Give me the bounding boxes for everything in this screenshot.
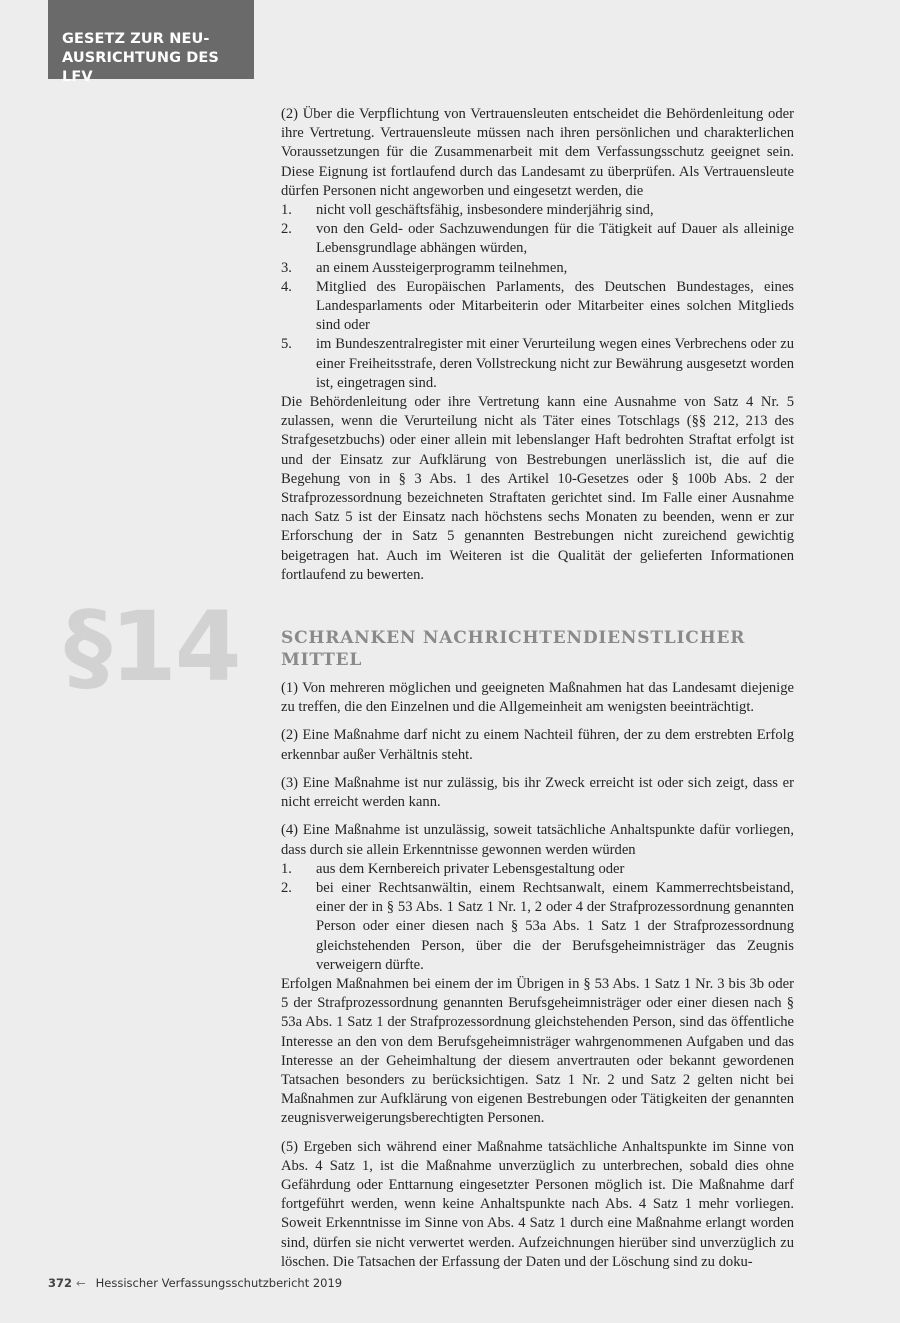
paragraph-1: (1) Von mehreren möglichen und geeigneten Maßnahmen hat das Landesamt diejenige zu treffen, die den Einzelnen und die Allgemeinheit am wenigsten beeinträchtigt.: [281, 680, 794, 716]
exclusion-list: [281, 201, 794, 393]
chapter-header-line-1: GESETZ ZUR NEU-: [62, 31, 210, 47]
chapter-header: [48, 0, 254, 85]
paragraph-5: (5) Ergeben sich während einer Maßnahme tatsächliche Anhaltspunkte im Sinne von Abs. 4 Satz 1, ist die Maßnahme unverzüglich zu unterbrechen, sobald dies ohne Gefährdung oder Enttarnung eingesetzter Personen möglich ist. Die Maßnahme darf fortgeführt werden, wenn keine Anhaltspunkte nach Abs. 4 Satz 1 mehr vorliegen. Soweit Erkenntnisse im Sinne von Abs. 4 Satz 1 durch eine Maßnahme erlangt worden sind, dürfen sie nicht verwertet werden. Aufzeichnungen hierüber sind unverzüglich zu löschen. Die Tatsachen der Erfassung der Daten und der Löschung sind zu doku-: [281, 1138, 794, 1270]
paragraph-2-continuation: Die Behördenleitung oder ihre Vertretung kann eine Ausnahme von Satz 4 Nr. 5 zulassen, wenn die Verurteilung nicht als Täter eines Totschlags (§§ 212, 213 des Strafgesetzbuchs) oder einer allein mit lebenslanger Haft bedrohten Straftat erfolgt ist und der Einsatz zur Aufklärung von Bestrebungen unerlässlich ist, die auf die Begehung von in § 3 Abs. 1 des Artikel 10-Gesetzes oder § 100b Abs. 2 der Strafprozessordnung bezeichneten Straftaten gerichtet sind. Im Falle einer Ausnahme nach Satz 5 ist der Einsatz nach höchstens sechs Monaten zu beenden, wenn er zur Erforschung der in Satz 5 genannten Bestrebungen nicht zureichend gewichtig beigetragen hat. Auch im Weiteren ist die Qualität der gelieferten Informationen fortlaufend zu bewerten.: [281, 394, 794, 583]
paragraph-2: (2) Eine Maßnahme darf nicht zu einem Nachteil führen, der zu dem erstrebten Erfolg erkennbar außer Verhältnis steht.: [281, 727, 794, 763]
paragraph-4-continuation: Erfolgen Maßnahmen bei einem der im Übrigen in § 53 Abs. 1 Satz 1 Nr. 3 bis 3b oder 5 der Strafprozessordnung genannten Berufsgeheimnisträger oder einer diesen nach § 53a Abs. 1 Satz 1 der Strafprozessordnung gleichstehenden Person, sind das öffentliche Interesse an den von dem Berufsgeheimnisträger wahrgenommenen Aufgaben und das Interesse an der Geheimhaltung der diesem anvertrauten oder bekannt gewordenen Tatsachen besonders zu berücksichtigen. Satz 1 Nr. 2 und Satz 2 gelten nicht bei Maßnahmen zur Aufklärung von eigenen Bestrebungen oder Tätigkeiten der genannten zeugnisverweigerungsberechtigten Personen.: [281, 975, 794, 1127]
main-content: [281, 105, 794, 1272]
list-item: 5. im Bundeszentralregister mit einer Verurteilung wegen eines Verbrechens oder zu einer Freiheitsstrafe, deren Vollstreckung nicht zur Bewährung ausgesetzt worden ist, eingetragen sind.: [281, 336, 794, 391]
paragraph-4: (4) Eine Maßnahme ist unzulässig, soweit tatsächliche Anhaltspunkte dafür vorliegen, dass durch sie allein Erkenntnisse gewonnen werden würden: [281, 822, 794, 858]
list-item: 4. Mitglied des Europäischen Parlaments, des Deutschen Bundestages, eines Landesparlaments oder Mitarbeiterin oder Mitarbeiter eines solchen Mitglieds sind oder: [281, 278, 794, 334]
section-number: §14: [64, 591, 240, 703]
chapter-header-line-2: AUSRICHTUNG DES LFV: [62, 50, 219, 85]
arrow-left-icon: ←: [76, 1276, 86, 1290]
page-number: 372: [48, 1276, 73, 1290]
section-heading: SCHRANKEN NACHRICHTENDIENSTLICHER MITTEL: [281, 628, 746, 671]
list-item: 1. aus dem Kernbereich privater Lebensgestaltung oder: [281, 860, 625, 877]
paragraph-3: (3) Eine Maßnahme ist nur zulässig, bis ihr Zweck erreicht ist oder sich zeigt, dass er nicht erreicht werden kann.: [281, 774, 794, 811]
list-item: 2. bei einer Rechtsanwältin, einem Rechtsanwalt, einem Kammerrechtsbeistand, einer der in § 53 Abs. 1 Satz 1 Nr. 1, 2 oder 4 der Strafprozessordnung genannten Person oder einer diesen nach § 53a Abs. 1 Satz 1 der Strafprozessordnung gleichstehenden Person, über die der Berufsgeheimnisträger das Zeugnis verweigern dürfte.: [281, 879, 794, 973]
list-item: 2. von den Geld- oder Sachzuwendungen für die Tätigkeit auf Dauer als alleinige Lebensgrundlage abhängen würden,: [281, 221, 794, 257]
page-footer: [48, 1276, 342, 1290]
list-item: 1. nicht voll geschäftsfähig, insbesondere minderjährig sind,: [281, 202, 654, 219]
restriction-list: [281, 860, 794, 975]
publication-title: Hessischer Verfassungsschutzbericht 2019: [95, 1276, 343, 1290]
list-item: 3. an einem Aussteigerprogramm teilnehmen,: [281, 259, 568, 276]
paragraph-2-intro: (2) Über die Verpflichtung von Vertrauensleuten entscheidet die Behördenleitung oder ihre Vertretung. Vertrauensleute müssen nach ihren persönlichen und charakterlichen Voraussetzungen für die Zusammenarbeit mit dem Verfassungsschutz geeignet sein. Diese Eignung ist fortlaufend durch das Landesamt zu überprüfen. Als Vertrauensleute dürfen Personen nicht angeworben und eingesetzt werden, die: [281, 106, 794, 199]
